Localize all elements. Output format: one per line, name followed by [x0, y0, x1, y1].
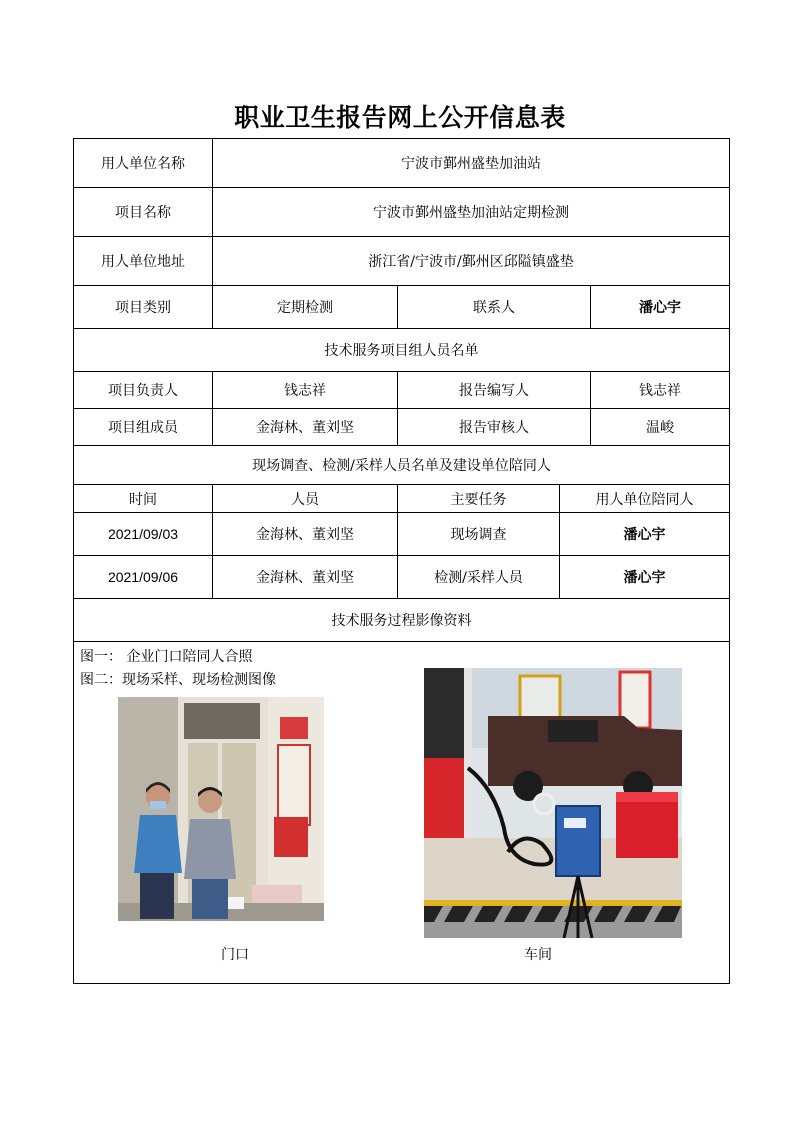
- survey-header-staff: 人员: [213, 485, 398, 513]
- writer-value: 钱志祥: [591, 372, 730, 409]
- reviewer-value: 温峻: [591, 409, 730, 446]
- entrance-photo: [118, 697, 324, 921]
- project-type-row: [74, 286, 730, 329]
- reviewer-label: 报告审核人: [398, 409, 591, 446]
- caption-figure-2: 图二：现场采样、现场检测图像: [80, 672, 276, 688]
- survey-header-time: 时间: [74, 485, 213, 513]
- team-section-title: 技术服务项目组人员名单: [74, 329, 730, 372]
- workshop-photo: [424, 668, 682, 938]
- employer-address-value: 浙江省/宁波市/鄞州区邱隘镇盛垫: [213, 237, 730, 286]
- images-row: [74, 642, 730, 984]
- survey-section-row: [74, 446, 730, 485]
- survey-row-date: 2021/09/06: [74, 556, 213, 599]
- images-section-row: [74, 599, 730, 642]
- caption-figure-1: 图一： 企业门口陪同人合照: [80, 649, 253, 665]
- employer-name-value: 宁波市鄞州盛垫加油站: [213, 139, 730, 188]
- survey-row-date: 2021/09/03: [74, 513, 213, 556]
- writer-label: 报告编写人: [398, 372, 591, 409]
- survey-row-task: 检测/采样人员: [398, 556, 560, 599]
- employer-address-row: [74, 237, 730, 286]
- survey-row-staff: 金海林、董刘坚: [213, 513, 398, 556]
- survey-row-staff: 金海林、董刘坚: [213, 556, 398, 599]
- entrance-photo-label: 门口: [221, 947, 249, 963]
- survey-row-task: 现场调查: [398, 513, 560, 556]
- survey-header-companion: 用人单位陪同人: [560, 485, 730, 513]
- survey-row: [74, 556, 730, 599]
- project-type-value: 定期检测: [213, 286, 398, 329]
- team-section-row: [74, 329, 730, 372]
- survey-section-title: 现场调查、检测/采样人员名单及建设单位陪同人: [74, 446, 730, 485]
- project-name-value: 宁波市鄞州盛垫加油站定期检测: [213, 188, 730, 237]
- survey-row: [74, 513, 730, 556]
- info-table: [73, 138, 730, 984]
- page-title: 职业卫生报告网上公开信息表: [234, 103, 566, 132]
- images-cell: [74, 642, 730, 984]
- contact-value: 潘心宇: [591, 286, 730, 329]
- members-row: [74, 409, 730, 446]
- members-label: 项目组成员: [74, 409, 213, 446]
- leader-label: 项目负责人: [74, 372, 213, 409]
- members-value: 金海林、董刘坚: [213, 409, 398, 446]
- employer-name-label: 用人单位名称: [74, 139, 213, 188]
- survey-header-row: [74, 485, 730, 513]
- project-type-label: 项目类别: [74, 286, 213, 329]
- leader-value: 钱志祥: [213, 372, 398, 409]
- survey-header-task: 主要任务: [398, 485, 560, 513]
- survey-row-companion: 潘心宇: [560, 556, 730, 599]
- leader-row: [74, 372, 730, 409]
- workshop-photo-label: 车间: [524, 947, 552, 963]
- project-name-row: [74, 188, 730, 237]
- employer-address-label: 用人单位地址: [74, 237, 213, 286]
- images-section-title: 技术服务过程影像资料: [74, 599, 730, 642]
- project-name-label: 项目名称: [74, 188, 213, 237]
- contact-label: 联系人: [398, 286, 591, 329]
- employer-name-row: [74, 139, 730, 188]
- survey-row-companion: 潘心宇: [560, 513, 730, 556]
